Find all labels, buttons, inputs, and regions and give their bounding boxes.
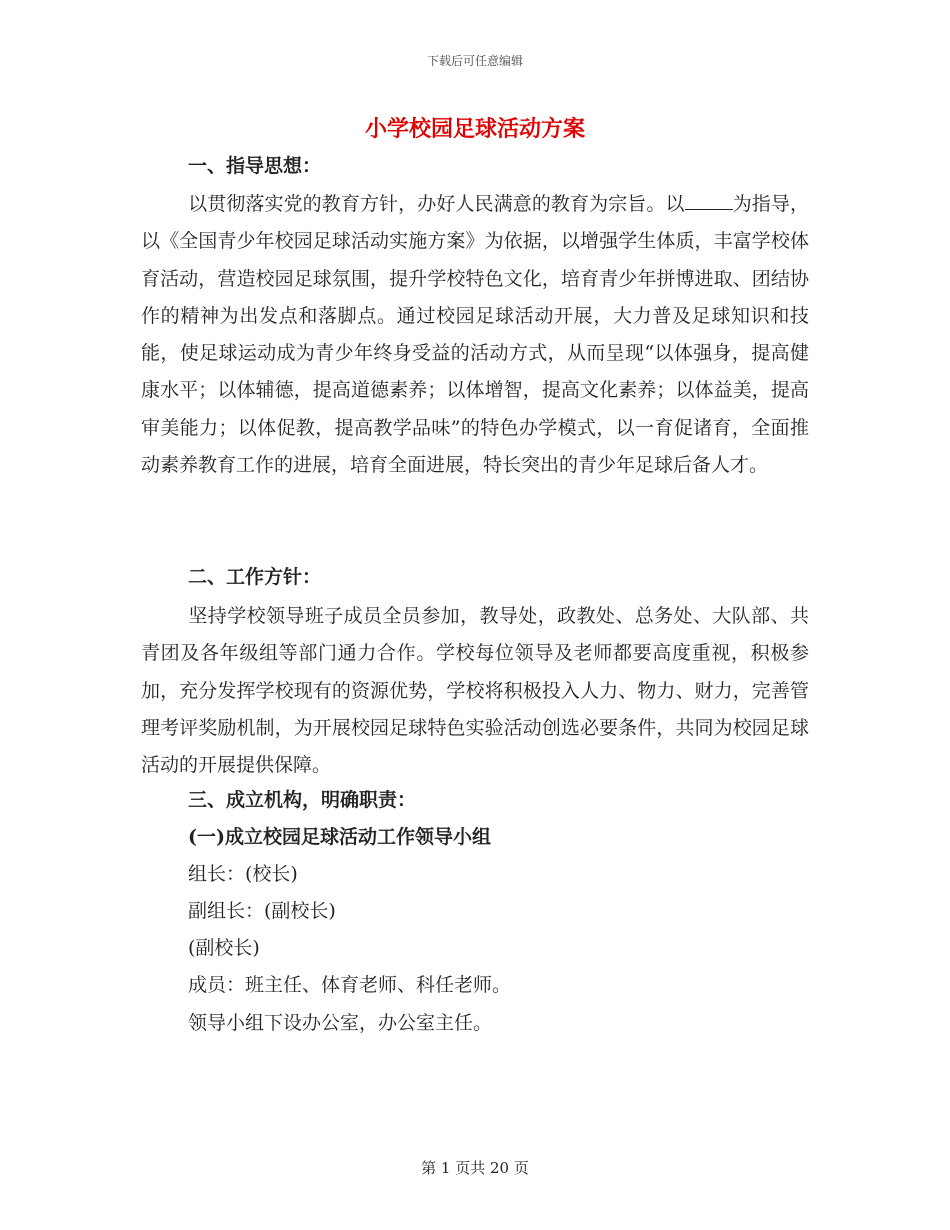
member-line-office: 领导小组下设办公室，办公室主任。	[188, 1012, 493, 1034]
blank-underline	[685, 191, 733, 210]
subsection-heading-leadership-group: (一)成立校园足球活动工作领导小组	[188, 826, 491, 848]
section-heading-organization: 三、成立机构，明确职责：	[188, 789, 417, 811]
member-line-leader: 组长：(校长)	[188, 863, 298, 885]
header-note: 下载后可任意编辑	[426, 54, 523, 68]
section-heading-guiding-ideology: 一、指导思想：	[188, 155, 322, 177]
section-heading-work-policy: 二、工作方针：	[188, 566, 322, 588]
paragraph-work-policy	[141, 598, 809, 784]
paragraph-guiding-ideology	[141, 186, 809, 484]
member-line-members: 成员：班主任、体育老师、科任老师。	[188, 974, 512, 996]
page-footer: 第 1 页共 20 页	[421, 1159, 529, 1177]
document-title: 小学校园足球活动方案	[364, 116, 585, 142]
paragraph-guiding-ideology-part-a: 以贯彻落实党的教育方针，办好人民满意的教育为宗旨。以	[188, 193, 685, 215]
paragraph-guiding-ideology-part-b: 为指导，以《全国青少年校园足球活动实施方案》为依据，以增强学生体质，丰富学校体育活动，营造校园足球氛围，提升学校特色文化，培育青少年拼博进取、团结协作的精神为出发点和落脚点。通过校园足球活动开展，大力普及足球知识和技能，使足球运动成为青少年终身受益的活动方式，从而呈现“以体强身，提高健康水平；以体辅德，提高道德素养；以体增智，提高文化素养；以体益美，提高审美能力；以体促教，提高教学品味”的特色办学模式，以一育促诸育，全面推动素养教育工作的进展，培育全面进展，特长突出的青少年足球后备人才。	[141, 193, 809, 477]
paragraph-work-policy-text: 坚持学校领导班子成员全员参加，教导处，政教处、总务处、大队部、共青团及各年级组等部门通力合作。学校每位领导及老师都要高度重视，积极参加，充分发挥学校现有的资源优势，学校将积极投入人力、物力、财力，完善管理考评奖励机制，为开展校园足球特色实验活动创选必要条件，共同为校园足球活动的开展提供保障。	[141, 605, 809, 777]
member-line-deputy-leader: 副组长：(副校长)	[188, 900, 336, 922]
member-line-deputy-principal: (副校长)	[188, 937, 260, 959]
